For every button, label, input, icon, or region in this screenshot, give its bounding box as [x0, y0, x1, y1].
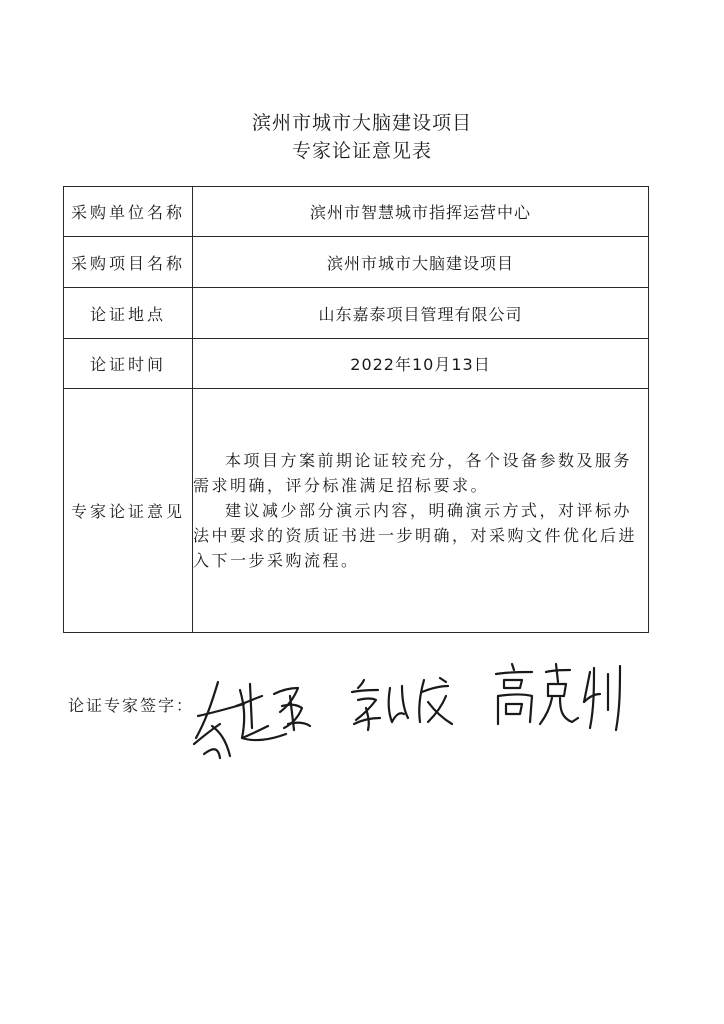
table-row-location: [64, 288, 649, 339]
table-row-date: [64, 339, 649, 389]
opinion-paragraph-1: 本项目方案前期论证较充分，各个设备参数及服务需求明确，评分标准满足招标要求。: [193, 451, 633, 495]
location-label: 论证地点: [64, 288, 193, 339]
signature-2: [348, 668, 468, 738]
opinion-label: 专家论证意见: [64, 389, 193, 633]
opinion-content: [193, 389, 649, 633]
opinion-form-table: [63, 186, 649, 633]
table-row-opinion: [64, 389, 649, 633]
signature-label: 论证专家签字：: [68, 696, 195, 715]
table-row-purchaser: [64, 187, 649, 237]
purchaser-value: 滨州市智慧城市指挥运营中心: [193, 187, 649, 237]
signature-3: [490, 658, 630, 738]
location-value: 山东嘉泰项目管理有限公司: [193, 288, 649, 339]
document-subtitle: 专家论证意见表: [291, 140, 432, 162]
document-title: 滨州市城市大脑建设项目: [251, 112, 472, 134]
purchaser-label: 采购单位名称: [64, 187, 193, 237]
date-label: 论证时间: [64, 339, 193, 389]
opinion-paragraph-2: 建议减少部分演示内容，明确演示方式，对评标办法中要求的资质证书进一步明确，对采购文件优化后进入下一步采购流程。: [193, 501, 638, 570]
project-value: 滨州市城市大脑建设项目: [193, 237, 649, 288]
project-label: 采购项目名称: [64, 237, 193, 288]
signature-1: [190, 668, 320, 768]
table-row-project: [64, 237, 649, 288]
date-value: 2022年10月13日: [193, 339, 649, 389]
